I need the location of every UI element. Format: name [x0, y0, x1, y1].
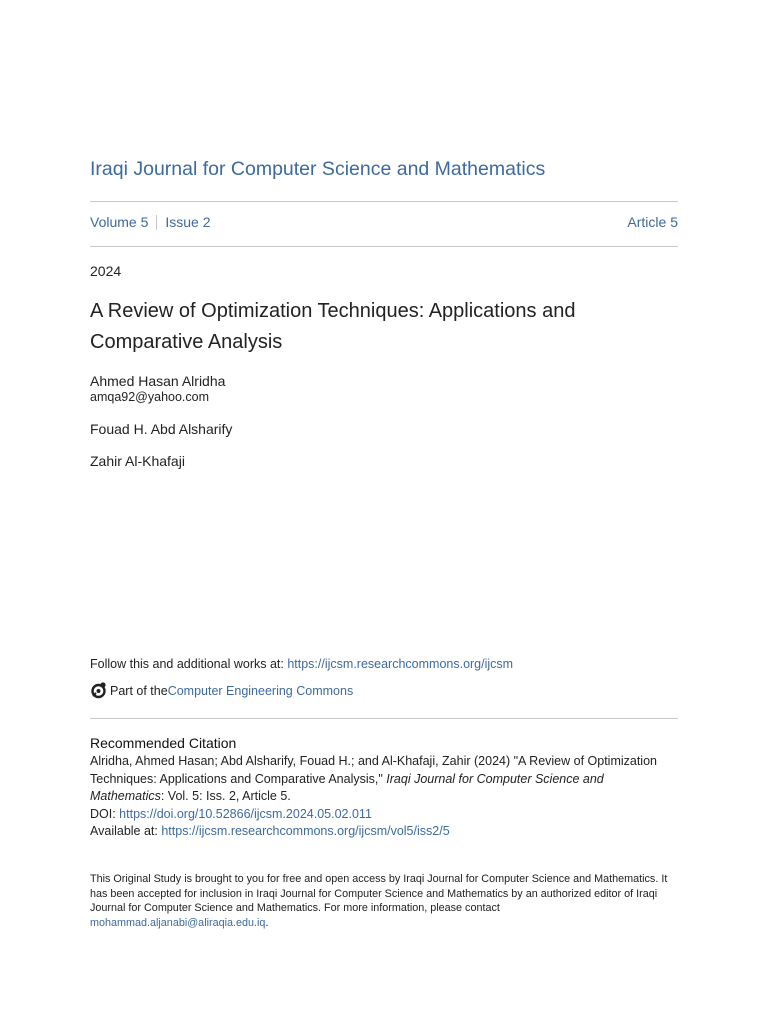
article-title: A Review of Optimization Techniques: Applications and Comparative Analysis [90, 300, 576, 353]
divider-top [90, 201, 678, 202]
part-of-text: Part of the [110, 683, 168, 698]
access-statement-text: This Original Study is brought to you for free and open access by Iraqi Journal for Computer Science and Mathematics. It has been accepted for inclusion in Iraqi Journal for Computer Science and Mathematics by an authorized editor of Iraqi Journal for Computer Science and Mathematics. For more information, please contact [90, 873, 668, 914]
author-email: amqa92@yahoo.com [90, 390, 210, 404]
issue-bar [90, 214, 678, 230]
commons-link[interactable]: Computer Engineering Commons [167, 683, 354, 698]
available-label: Available at: [90, 824, 162, 838]
available-link[interactable]: https://ijcsm.researchcommons.org/ijcsm/vol5/iss2/5 [161, 824, 450, 838]
contact-email-link[interactable]: mohammad.aljanabi@aliraqia.edu.iq [90, 916, 266, 929]
citation-authors-title: Alridha, Ahmed Hasan; Abd Alsharify, Fouad H.; and Al-Khafaji, Zahir (2024) "A Review of Optimization Techniques: Applications and Comparative Analysis," [90, 754, 657, 786]
doi-label: DOI: [90, 806, 120, 821]
divider-citation [90, 718, 678, 719]
access-statement [90, 872, 680, 930]
citation-doi [90, 806, 680, 824]
author-name: Fouad H. Abd Alsharify [90, 421, 233, 437]
doi-link[interactable]: https://doi.org/10.52866/ijcsm.2024.05.02.011 [119, 806, 372, 821]
citation-available [90, 823, 680, 841]
citation-journal: Iraqi Journal for Computer Science and Mathematics [90, 771, 604, 803]
author-name: Zahir Al-Khafaji [90, 453, 185, 469]
commons-network-icon [90, 682, 107, 699]
follow-link[interactable]: https://ijcsm.researchcommons.org/ijcsm [287, 657, 514, 671]
citation-volume: : Vol. 5: Iss. 2, Article 5. [160, 789, 291, 803]
publication-year: 2024 [90, 263, 122, 279]
follow-line [90, 657, 513, 671]
divider-issue [90, 246, 678, 247]
volume-link[interactable]: Volume 5 [90, 214, 149, 230]
follow-text: Follow this and additional works at: [90, 657, 288, 671]
issue-separator [156, 215, 157, 230]
recommended-citation-heading: Recommended Citation [90, 735, 237, 751]
citation-text [90, 753, 680, 806]
citation-block [90, 753, 680, 841]
author-name: Ahmed Hasan Alridha [90, 373, 226, 389]
access-statement-end: . [265, 916, 269, 929]
journal-title-link[interactable]: Iraqi Journal for Computer Science and Mathematics [90, 158, 546, 180]
part-of-line [90, 682, 353, 699]
article-link[interactable]: Article 5 [627, 214, 678, 230]
issue-link[interactable]: Issue 2 [165, 214, 211, 230]
